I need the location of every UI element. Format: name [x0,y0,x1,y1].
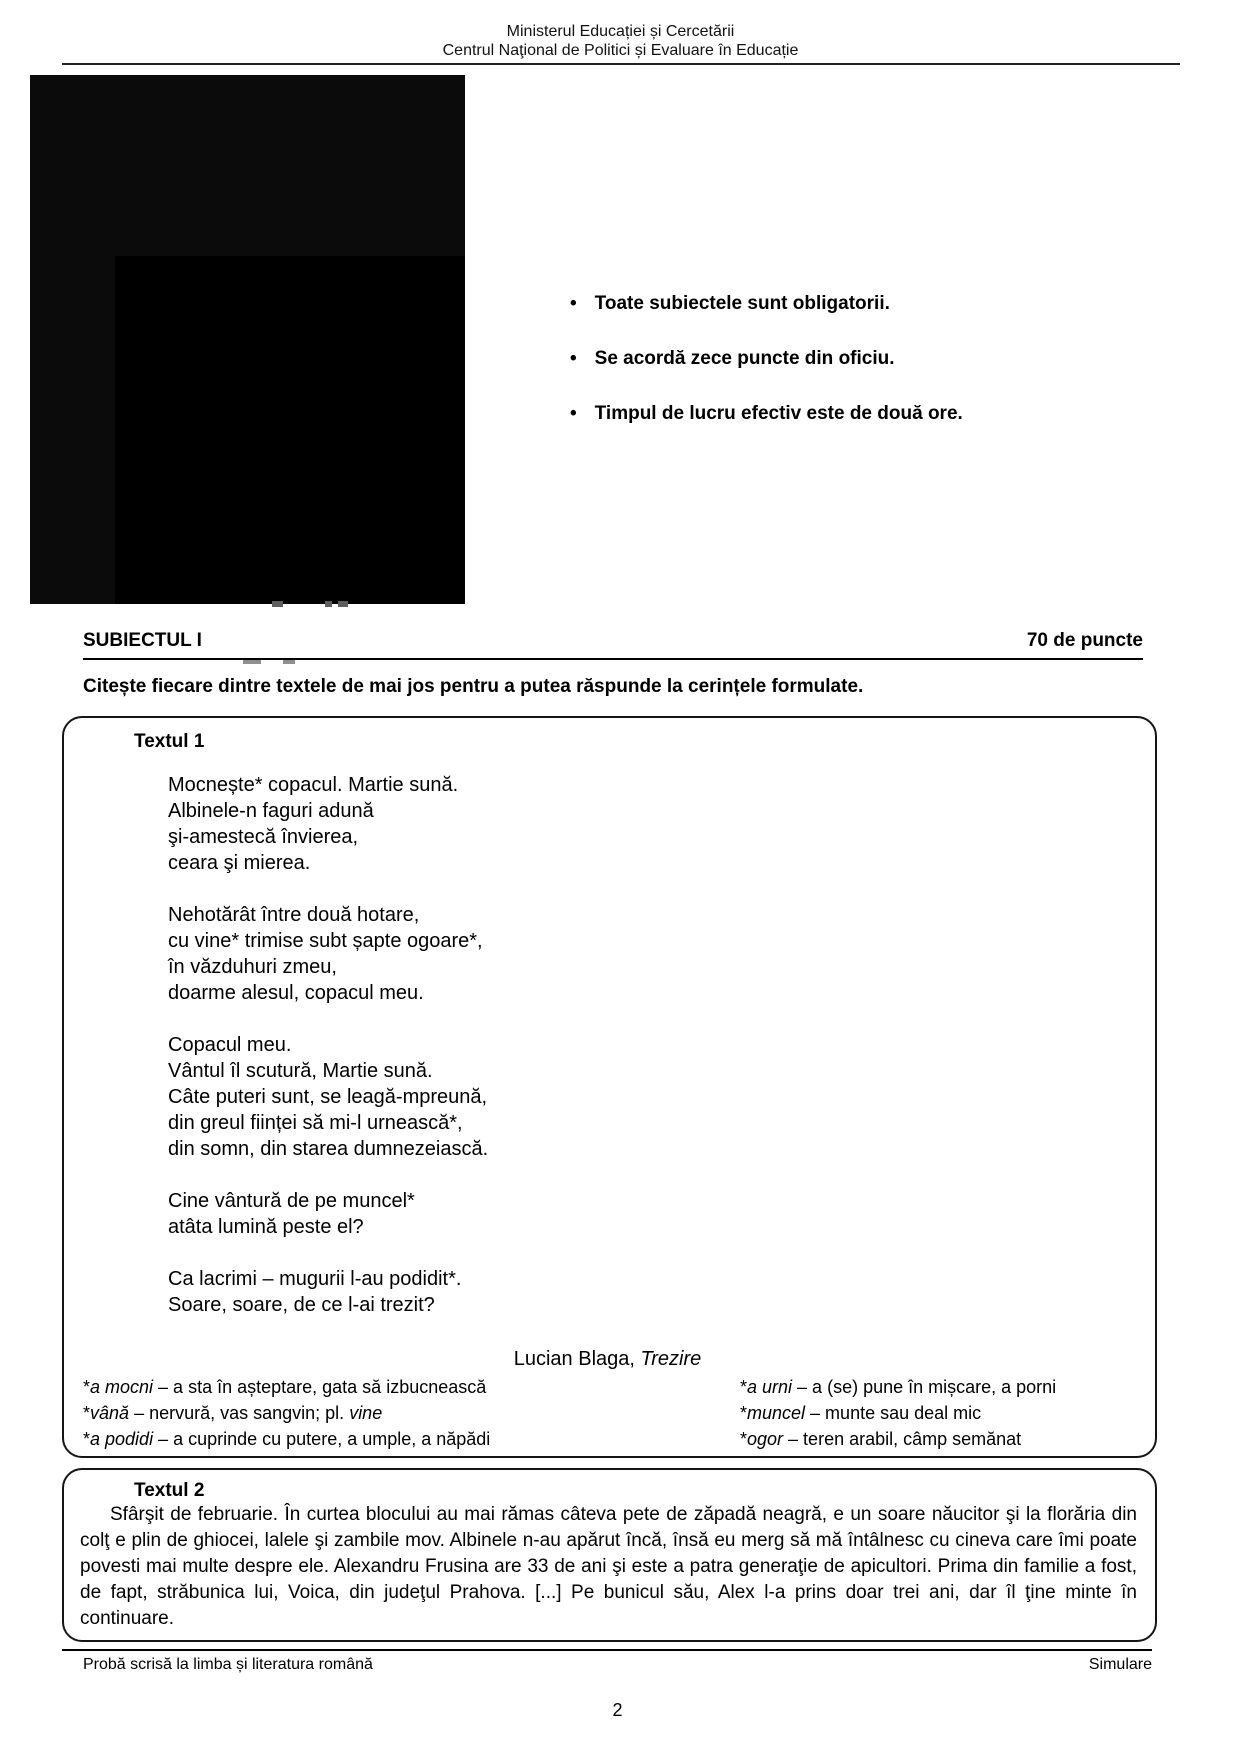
subject-heading [83,630,1143,660]
header-divider [62,63,1180,65]
footnote-term: a mocni [90,1377,154,1397]
footnote-star: * [83,1429,91,1449]
poem-stanza [168,1266,488,1318]
footnotes-left [83,1374,490,1452]
poem-line: Nehotărât între două hotare, [168,904,420,926]
poem-stanza [168,1032,488,1162]
poem-title: Trezire [640,1348,702,1370]
footnotes-right [740,1374,1056,1452]
footnote-def-italic: vine [349,1403,383,1423]
text2-paragraph: Sfârşit de februarie. În curtea blocului au mai rămas câteva pete de zăpadă neagră, e un soare năucitor şi la florăria din colţ e plin de ghiocei, lalele şi zambile mov. Albinele n-au apărut încă, însă eu merg să mă întâlnesc cu cineva care îmi poate povesti mai multe despre ele. Alexandru Frusina are 33 de ani şi este a patra generaţie de apicultori. Prima din familie a fost, de fapt, străbunica lui, Voica, din judeţul Prahova. [...] Pe bunicul său, Alex l-a prins doar trei ani, dar îl ţine minte în continuare. [80,1504,1137,1629]
footnote [740,1374,1056,1400]
footnote [83,1400,490,1426]
author-name: Lucian Blaga, [513,1348,641,1370]
header-line-2: Centrul Naţional de Politici și Evaluare în Educație [442,42,799,59]
footnote-def: – munte sau deal mic [805,1403,982,1423]
bullet-icon: • [570,403,577,424]
poem-line: ceara şi mierea. [168,852,311,874]
print-artifact [272,601,283,607]
poem-line: din greul ființei să mi-l urnească*, [168,1112,463,1134]
notice-text: Toate subiectele sunt obligatorii. [594,293,890,314]
poem-line: Soare, soare, de ce l-ai trezit? [168,1294,435,1316]
redacted-image-inner [115,256,465,604]
poem-line: Cine vântură de pe muncel* [168,1190,415,1212]
header-line-1: Ministerul Educației și Cercetării [506,23,735,40]
footer-right: Simulare [1088,1656,1152,1673]
page-number: 2 [612,1700,623,1720]
poem-line: Copacul meu. [168,1034,292,1056]
print-artifact [338,601,348,607]
bullet-icon: • [570,348,577,369]
footnote-def: – a sta în așteptare, gata să izbucnească [153,1377,487,1397]
poem-line: Câte puteri sunt, se leagă-mpreună, [168,1086,488,1108]
poem-attribution [62,1348,1153,1371]
redacted-image [30,75,465,604]
footnote-term: vână [90,1403,130,1423]
footnote [83,1374,490,1400]
notice-item [570,293,890,315]
subject-points: 70 de puncte [1026,630,1143,651]
footnote [740,1400,1056,1426]
footnote-star: * [740,1429,748,1449]
footnote-star: * [740,1403,748,1423]
footnote-term: muncel [747,1403,806,1423]
footnote-term: a podidi [90,1429,154,1449]
notice-item [570,403,963,425]
footer-left: Probă scrisă la limba și literatura română [83,1656,373,1673]
poem-line: Vântul îl scutură, Martie sună. [168,1060,433,1082]
poem-line: Mocnește* copacul. Martie sună. [168,774,459,796]
footnote-term: ogor [747,1429,784,1449]
subject-lead: Citește fiecare dintre textele de mai jos pentru a putea răspunde la cerințele formulate. [83,676,864,697]
bullet-icon: • [570,293,577,314]
footnote-def: – a cuprinde cu putere, a umple, a năpădi [153,1429,491,1449]
poem-line: Ca lacrimi – mugurii l-au podidit*. [168,1268,462,1290]
poem [168,772,488,1344]
footer-divider [62,1649,1152,1651]
footnote [740,1426,1056,1452]
footnote-star: * [740,1377,748,1397]
print-artifact [325,601,332,607]
poem-line: atâta lumină peste el? [168,1216,364,1238]
footnote-def: – nervură, vas sangvin; pl. [129,1403,350,1423]
text2-label: Textul 2 [134,1480,205,1501]
footnote-def: – a (se) pune în mișcare, a porni [792,1377,1057,1397]
subject-title: SUBIECTUL I [83,630,202,651]
poem-stanza [168,902,488,1006]
poem-stanza [168,772,488,876]
footnote [83,1426,490,1452]
poem-line: doarme alesul, copacul meu. [168,982,424,1004]
notice-text: Se acordă zece puncte din oficiu. [594,348,895,369]
footnote-def: – teren arabil, câmp semănat [783,1429,1022,1449]
footnote-star: * [83,1377,91,1397]
poem-line: şi-amestecă învierea, [168,826,359,848]
footer [83,1656,1152,1674]
poem-stanza [168,1188,488,1240]
poem-line: cu vine* trimise subt șapte ogoare*, [168,930,483,952]
poem-line: din somn, din starea dumnezeiască. [168,1138,489,1160]
text1-label: Textul 1 [134,731,205,752]
footnote-star: * [83,1403,91,1423]
footnote-term: a urni [747,1377,793,1397]
poem-line: Albinele-n faguri adună [168,800,374,822]
notice-item [570,348,895,370]
notice-text: Timpul de lucru efectiv este de două ore. [594,403,963,424]
poem-line: în văzduhuri zmeu, [168,956,337,978]
